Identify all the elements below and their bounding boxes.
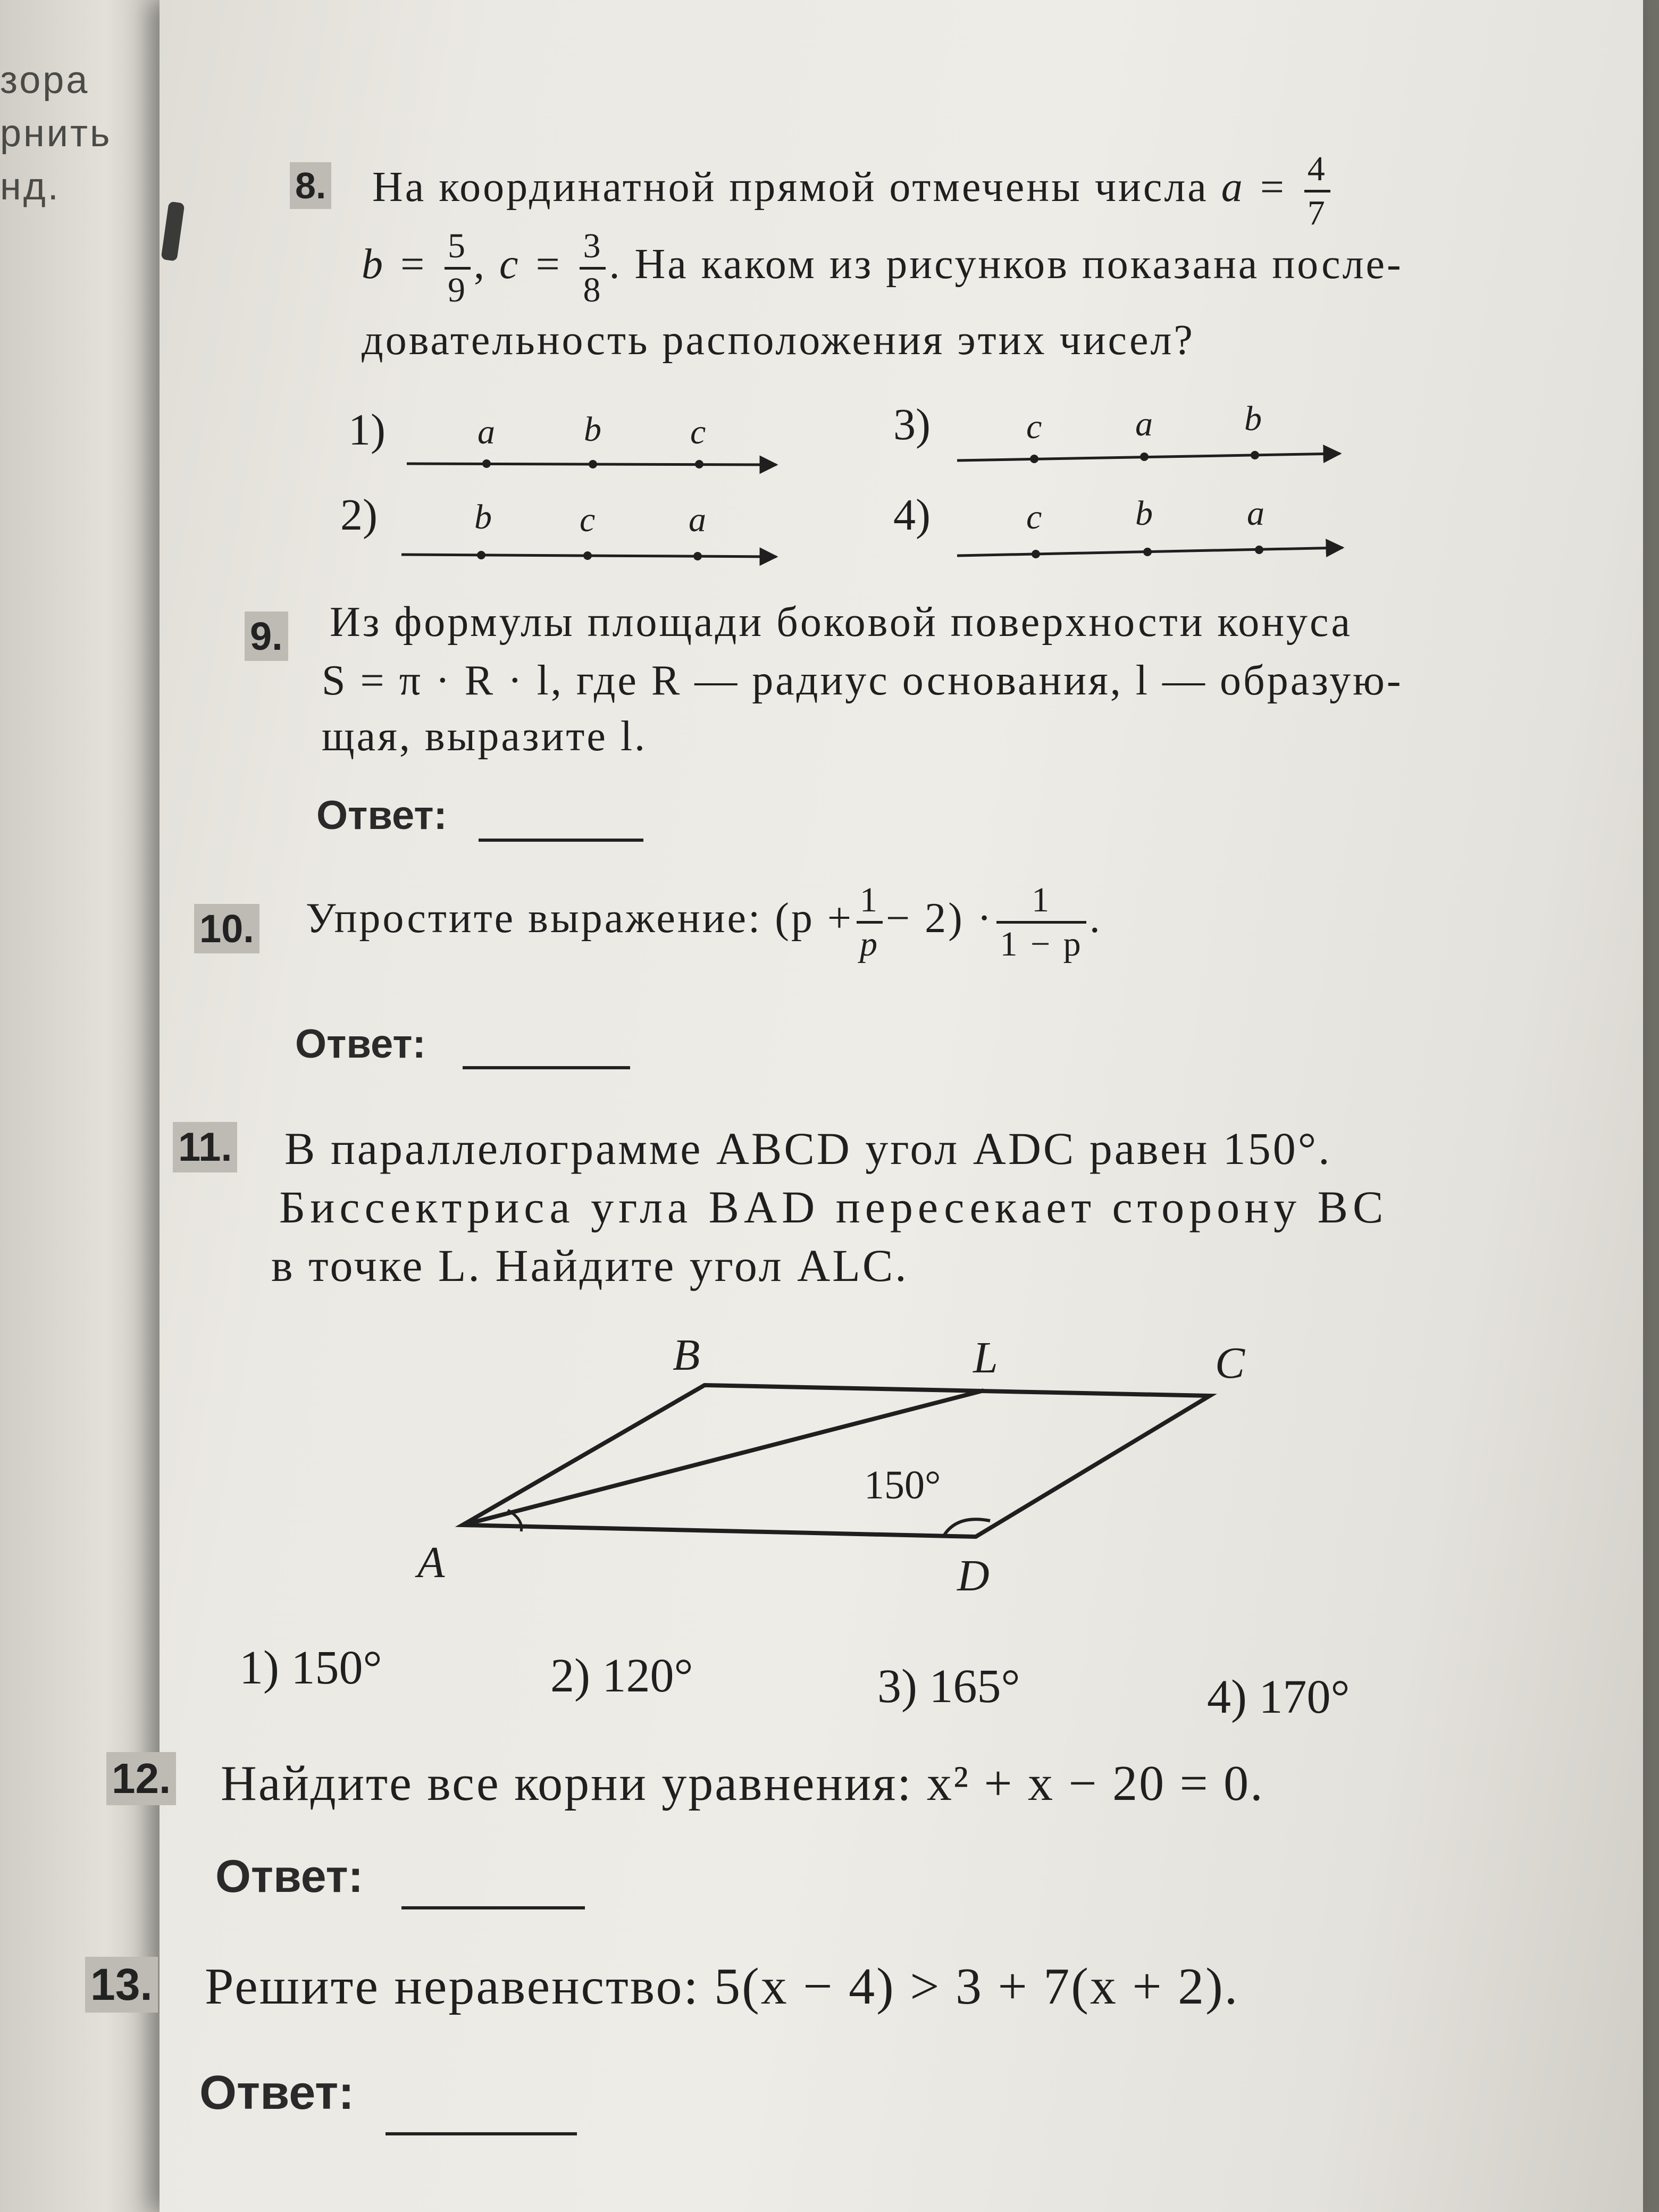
question-10-number: 10. bbox=[194, 904, 259, 953]
question-8-number: 8. bbox=[290, 162, 331, 209]
question-11-line2: Биссектриса угла BAD пересекает сторону BC bbox=[279, 1182, 1388, 1233]
question-9-line3: щая, выразите l. bbox=[322, 713, 648, 760]
fraction-one-over-p: $\frac{1}{p}$ bbox=[857, 883, 883, 962]
question-12-number: 12. bbox=[106, 1752, 176, 1805]
question-13-text: Решите неравенство: 5(x − 4) > 3 + 7(x + 2). bbox=[205, 1958, 1239, 2015]
q11-option-1: 1) 150° bbox=[239, 1641, 382, 1694]
number-line-2-label: a bbox=[689, 500, 706, 539]
number-line-1-label: c bbox=[690, 413, 706, 451]
angle-label-150: 150° bbox=[864, 1463, 941, 1507]
number-line-1-label: a bbox=[477, 413, 495, 451]
number-line-3-label: b bbox=[1244, 399, 1262, 438]
fraction-a: $\frac{4}{7}$ bbox=[1304, 152, 1330, 231]
q11-option-3: 3) 165° bbox=[877, 1660, 1020, 1713]
vertex-label-a: A bbox=[417, 1538, 445, 1587]
question-8-line1: На координатной прямой отмечены числа a = $\frac{4}{7}$ bbox=[372, 152, 1334, 231]
question-10-text: Упростите выражение: (p + $\frac{1}{p}$ − 2) · $\frac{1}{1 - p}$ . bbox=[306, 881, 1102, 963]
question-11-line1: В параллелограмме ABCD угол ADC равен 150°. bbox=[284, 1123, 1332, 1174]
question-12-text: Найдите все корни уравнения: x² + x − 20 = 0. bbox=[221, 1756, 1264, 1811]
number-line-1-label: b bbox=[584, 410, 601, 449]
question-13-answer-label: Ответ: bbox=[199, 2066, 355, 2119]
number-line-2-label: c bbox=[580, 500, 596, 539]
question-11-number: 11. bbox=[173, 1122, 237, 1172]
left-page-fragment: зора bbox=[0, 59, 90, 102]
question-9-line1: Из формулы площади боковой поверхности конуса bbox=[330, 599, 1353, 646]
question-8-line2: b = $\frac{5}{9}$ , c = $\frac{3}{8}$ . На каком из рисунков показана после- bbox=[362, 227, 1403, 309]
vertex-label-c: C bbox=[1215, 1338, 1245, 1388]
q8-option-1-label: 1) bbox=[348, 405, 386, 455]
question-11-line3: в точке L. Найдите угол ALC. bbox=[271, 1240, 909, 1291]
q8-option-2-label: 2) bbox=[340, 490, 378, 540]
q8-option-3-label: 3) bbox=[893, 400, 931, 449]
vertex-label-b: B bbox=[673, 1330, 700, 1380]
q8-option-4-label: 4) bbox=[893, 490, 931, 540]
vertex-label-d: D bbox=[957, 1551, 990, 1601]
question-12-answer-label: Ответ: bbox=[215, 1851, 364, 1902]
question-10-answer-label: Ответ: bbox=[295, 1021, 426, 1067]
question-12-answer-field[interactable] bbox=[401, 1906, 585, 1909]
number-line-4-label: b bbox=[1135, 494, 1153, 533]
question-9-answer-label: Ответ: bbox=[316, 793, 447, 838]
number-line-3-label: c bbox=[1026, 407, 1042, 446]
fraction-b: $\frac{5}{9}$ bbox=[445, 229, 471, 308]
fraction-one-over-one-minus-p: $\frac{1}{1 - p}$ bbox=[996, 883, 1086, 962]
left-page-fragment: нд. bbox=[0, 165, 61, 208]
q11-option-4: 4) 170° bbox=[1207, 1671, 1350, 1723]
number-line-4-label: c bbox=[1026, 498, 1042, 537]
number-line-2-label: b bbox=[474, 498, 492, 537]
parallelogram-abcd bbox=[463, 1385, 1210, 1537]
question-13-answer-field[interactable] bbox=[386, 2132, 577, 2135]
vertex-label-l: L bbox=[973, 1333, 998, 1382]
left-page-fragment: рнить bbox=[0, 112, 112, 155]
number-line-4-label: a bbox=[1247, 494, 1264, 533]
question-9-number: 9. bbox=[245, 611, 288, 661]
number-line-3-label: a bbox=[1135, 405, 1153, 443]
question-9-line2: S = π · R · l, где R — радиус основания, l — образую- bbox=[322, 657, 1403, 704]
question-13-number: 13. bbox=[85, 1957, 158, 2013]
question-8-line3: довательность расположения этих чисел? bbox=[362, 317, 1195, 364]
fraction-c: $\frac{3}{8}$ bbox=[580, 229, 606, 308]
q11-option-2: 2) 120° bbox=[550, 1649, 693, 1702]
